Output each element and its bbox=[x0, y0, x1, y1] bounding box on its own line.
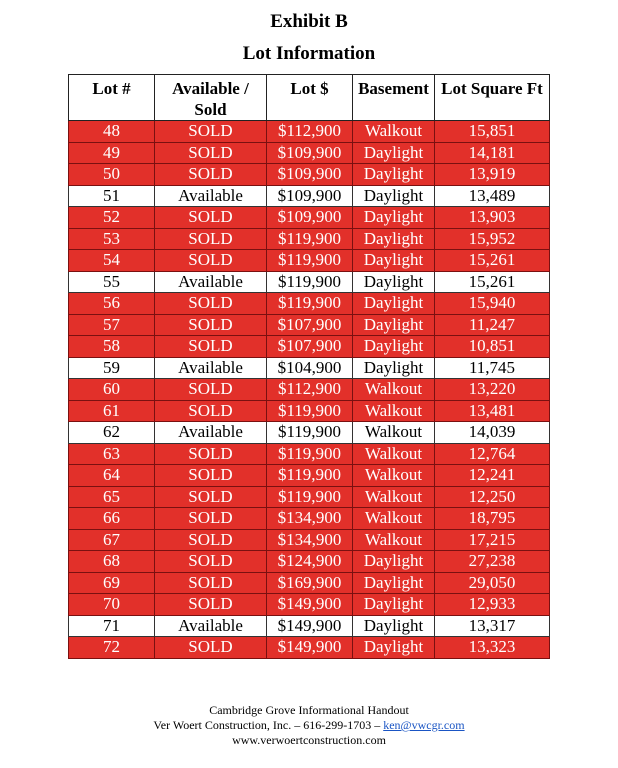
cell-status: SOLD bbox=[155, 336, 267, 358]
cell-status: SOLD bbox=[155, 572, 267, 594]
cell-sqft: 13,481 bbox=[435, 400, 550, 422]
cell-basement: Daylight bbox=[353, 336, 435, 358]
cell-status: Available bbox=[155, 615, 267, 637]
cell-status: SOLD bbox=[155, 207, 267, 229]
cell-sqft: 12,764 bbox=[435, 443, 550, 465]
table-row bbox=[69, 637, 550, 659]
cell-lot: 70 bbox=[69, 594, 155, 616]
cell-price: $109,900 bbox=[267, 164, 353, 186]
table-row bbox=[69, 422, 550, 444]
column-header-status: Available / Sold bbox=[155, 75, 267, 121]
cell-sqft: 14,039 bbox=[435, 422, 550, 444]
cell-price: $119,900 bbox=[267, 250, 353, 272]
cell-lot: 55 bbox=[69, 271, 155, 293]
table-row bbox=[69, 250, 550, 272]
cell-basement: Daylight bbox=[353, 207, 435, 229]
column-header-sqft: Lot Square Ft bbox=[435, 75, 550, 121]
cell-price: $112,900 bbox=[267, 379, 353, 401]
cell-lot: 50 bbox=[69, 164, 155, 186]
cell-status: SOLD bbox=[155, 486, 267, 508]
cell-status: SOLD bbox=[155, 121, 267, 143]
footer-company-phone: Ver Woert Construction, Inc. – 616-299-1703 – bbox=[153, 718, 384, 732]
cell-status: Available bbox=[155, 185, 267, 207]
cell-basement: Walkout bbox=[353, 486, 435, 508]
table-body bbox=[69, 121, 550, 659]
table-row bbox=[69, 185, 550, 207]
cell-sqft: 12,250 bbox=[435, 486, 550, 508]
cell-price: $149,900 bbox=[267, 615, 353, 637]
cell-basement: Walkout bbox=[353, 465, 435, 487]
cell-price: $119,900 bbox=[267, 486, 353, 508]
cell-lot: 52 bbox=[69, 207, 155, 229]
cell-sqft: 15,940 bbox=[435, 293, 550, 315]
cell-price: $119,900 bbox=[267, 228, 353, 250]
cell-price: $119,900 bbox=[267, 465, 353, 487]
table-row bbox=[69, 228, 550, 250]
lot-information-table bbox=[68, 74, 550, 659]
cell-lot: 62 bbox=[69, 422, 155, 444]
cell-status: SOLD bbox=[155, 465, 267, 487]
cell-lot: 67 bbox=[69, 529, 155, 551]
table-row bbox=[69, 572, 550, 594]
cell-status: Available bbox=[155, 357, 267, 379]
cell-sqft: 13,903 bbox=[435, 207, 550, 229]
table-row bbox=[69, 121, 550, 143]
cell-status: SOLD bbox=[155, 400, 267, 422]
cell-lot: 56 bbox=[69, 293, 155, 315]
cell-sqft: 18,795 bbox=[435, 508, 550, 530]
column-header-price: Lot $ bbox=[267, 75, 353, 121]
table-header-row bbox=[69, 75, 550, 121]
exhibit-title: Exhibit B bbox=[270, 11, 348, 32]
cell-sqft: 17,215 bbox=[435, 529, 550, 551]
cell-sqft: 13,919 bbox=[435, 164, 550, 186]
cell-sqft: 12,241 bbox=[435, 465, 550, 487]
cell-status: SOLD bbox=[155, 637, 267, 659]
cell-basement: Walkout bbox=[353, 121, 435, 143]
table-row bbox=[69, 314, 550, 336]
cell-sqft: 11,745 bbox=[435, 357, 550, 379]
column-header-lot: Lot # bbox=[69, 75, 155, 121]
cell-price: $107,900 bbox=[267, 314, 353, 336]
cell-basement: Daylight bbox=[353, 615, 435, 637]
cell-sqft: 10,851 bbox=[435, 336, 550, 358]
cell-lot: 54 bbox=[69, 250, 155, 272]
cell-sqft: 15,261 bbox=[435, 250, 550, 272]
cell-sqft: 13,317 bbox=[435, 615, 550, 637]
cell-lot: 59 bbox=[69, 357, 155, 379]
cell-basement: Daylight bbox=[353, 551, 435, 573]
cell-price: $109,900 bbox=[267, 142, 353, 164]
cell-price: $149,900 bbox=[267, 594, 353, 616]
cell-basement: Walkout bbox=[353, 508, 435, 530]
cell-lot: 61 bbox=[69, 400, 155, 422]
cell-price: $119,900 bbox=[267, 400, 353, 422]
cell-price: $119,900 bbox=[267, 443, 353, 465]
cell-price: $119,900 bbox=[267, 293, 353, 315]
table-row bbox=[69, 164, 550, 186]
table-row bbox=[69, 551, 550, 573]
table-row bbox=[69, 594, 550, 616]
cell-status: SOLD bbox=[155, 164, 267, 186]
cell-sqft: 15,851 bbox=[435, 121, 550, 143]
cell-sqft: 14,181 bbox=[435, 142, 550, 164]
cell-sqft: 27,238 bbox=[435, 551, 550, 573]
cell-price: $109,900 bbox=[267, 185, 353, 207]
cell-lot: 69 bbox=[69, 572, 155, 594]
cell-status: SOLD bbox=[155, 379, 267, 401]
cell-price: $124,900 bbox=[267, 551, 353, 573]
cell-sqft: 15,952 bbox=[435, 228, 550, 250]
cell-basement: Walkout bbox=[353, 443, 435, 465]
cell-status: SOLD bbox=[155, 293, 267, 315]
cell-lot: 51 bbox=[69, 185, 155, 207]
cell-sqft: 13,220 bbox=[435, 379, 550, 401]
cell-basement: Daylight bbox=[353, 293, 435, 315]
table-row bbox=[69, 529, 550, 551]
cell-basement: Daylight bbox=[353, 594, 435, 616]
cell-sqft: 13,323 bbox=[435, 637, 550, 659]
table-row bbox=[69, 443, 550, 465]
cell-basement: Walkout bbox=[353, 400, 435, 422]
table-row bbox=[69, 271, 550, 293]
cell-basement: Walkout bbox=[353, 379, 435, 401]
footer-email-link[interactable]: ken@vwcgr.com bbox=[383, 718, 465, 732]
footer-contact bbox=[0, 718, 618, 733]
cell-lot: 65 bbox=[69, 486, 155, 508]
cell-sqft: 13,489 bbox=[435, 185, 550, 207]
table-row bbox=[69, 508, 550, 530]
cell-basement: Daylight bbox=[353, 142, 435, 164]
cell-status: SOLD bbox=[155, 443, 267, 465]
cell-status: SOLD bbox=[155, 594, 267, 616]
cell-basement: Daylight bbox=[353, 572, 435, 594]
table-row bbox=[69, 379, 550, 401]
table-row bbox=[69, 142, 550, 164]
cell-lot: 60 bbox=[69, 379, 155, 401]
cell-basement: Daylight bbox=[353, 185, 435, 207]
cell-sqft: 29,050 bbox=[435, 572, 550, 594]
cell-basement: Daylight bbox=[353, 250, 435, 272]
cell-lot: 57 bbox=[69, 314, 155, 336]
cell-status: Available bbox=[155, 271, 267, 293]
table-row bbox=[69, 207, 550, 229]
cell-status: SOLD bbox=[155, 508, 267, 530]
table-row bbox=[69, 486, 550, 508]
cell-basement: Daylight bbox=[353, 228, 435, 250]
cell-sqft: 15,261 bbox=[435, 271, 550, 293]
cell-price: $119,900 bbox=[267, 271, 353, 293]
cell-price: $169,900 bbox=[267, 572, 353, 594]
page-subtitle: Lot Information bbox=[242, 43, 376, 64]
cell-basement: Daylight bbox=[353, 314, 435, 336]
cell-basement: Daylight bbox=[353, 271, 435, 293]
cell-price: $134,900 bbox=[267, 529, 353, 551]
cell-status: SOLD bbox=[155, 314, 267, 336]
cell-lot: 66 bbox=[69, 508, 155, 530]
cell-lot: 48 bbox=[69, 121, 155, 143]
cell-price: $107,900 bbox=[267, 336, 353, 358]
column-header-basement: Basement bbox=[353, 75, 435, 121]
cell-price: $104,900 bbox=[267, 357, 353, 379]
cell-lot: 71 bbox=[69, 615, 155, 637]
cell-basement: Walkout bbox=[353, 529, 435, 551]
cell-lot: 68 bbox=[69, 551, 155, 573]
cell-lot: 64 bbox=[69, 465, 155, 487]
table-row bbox=[69, 615, 550, 637]
cell-sqft: 11,247 bbox=[435, 314, 550, 336]
cell-basement: Daylight bbox=[353, 357, 435, 379]
cell-status: Available bbox=[155, 422, 267, 444]
cell-lot: 72 bbox=[69, 637, 155, 659]
cell-sqft: 12,933 bbox=[435, 594, 550, 616]
cell-lot: 49 bbox=[69, 142, 155, 164]
cell-price: $112,900 bbox=[267, 121, 353, 143]
cell-basement: Walkout bbox=[353, 422, 435, 444]
cell-status: SOLD bbox=[155, 228, 267, 250]
cell-status: SOLD bbox=[155, 142, 267, 164]
cell-lot: 53 bbox=[69, 228, 155, 250]
cell-lot: 58 bbox=[69, 336, 155, 358]
cell-basement: Daylight bbox=[353, 164, 435, 186]
footer-website[interactable]: www.verwoertconstruction.com bbox=[232, 733, 386, 747]
cell-price: $149,900 bbox=[267, 637, 353, 659]
footer-handout-title: Cambridge Grove Informational Handout bbox=[209, 703, 409, 717]
cell-lot: 63 bbox=[69, 443, 155, 465]
table-row bbox=[69, 465, 550, 487]
cell-status: SOLD bbox=[155, 529, 267, 551]
table-row bbox=[69, 357, 550, 379]
cell-price: $134,900 bbox=[267, 508, 353, 530]
cell-price: $109,900 bbox=[267, 207, 353, 229]
table-row bbox=[69, 293, 550, 315]
table-row bbox=[69, 336, 550, 358]
cell-basement: Daylight bbox=[353, 637, 435, 659]
cell-status: SOLD bbox=[155, 250, 267, 272]
cell-price: $119,900 bbox=[267, 422, 353, 444]
table-row bbox=[69, 400, 550, 422]
cell-status: SOLD bbox=[155, 551, 267, 573]
